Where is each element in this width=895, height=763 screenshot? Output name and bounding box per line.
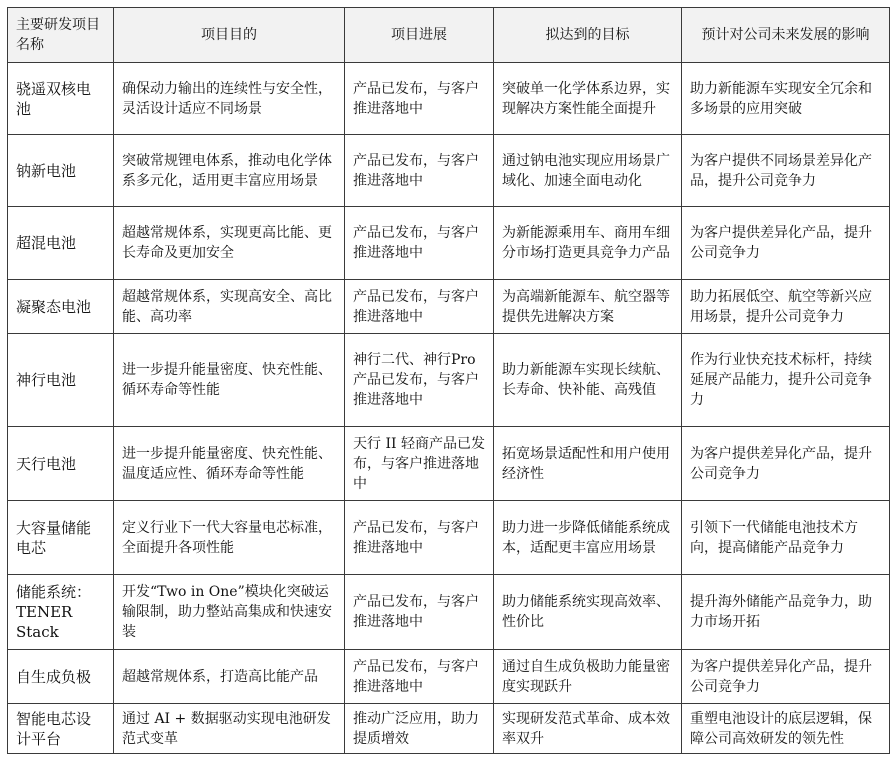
header-project-purpose: 项目目的 [114, 8, 345, 63]
table-header-row [8, 8, 890, 63]
cell-impact: 重塑电池设计的底层逻辑，保障公司高效研发的领先性 [682, 704, 890, 754]
cell-impact: 提升海外储能产品竞争力，助力市场开拓 [682, 575, 890, 650]
cell-purpose: 突破常规锂电体系，推动电化学体系多元化，适用更丰富应用场景 [114, 135, 345, 207]
cell-progress: 推动广泛应用，助力提质增效 [345, 704, 494, 754]
cell-purpose: 超越常规体系，打造高比能产品 [114, 650, 345, 704]
header-target-goal: 拟达到的目标 [494, 8, 682, 63]
cell-purpose: 进一步提升能量密度、快充性能、循环寿命等性能 [114, 334, 345, 427]
table-row [8, 575, 890, 650]
table-row [8, 334, 890, 427]
cell-impact: 为客户提供不同场景差异化产品，提升公司竞争力 [682, 135, 890, 207]
cell-progress: 产品已发布，与客户推进落地中 [345, 501, 494, 575]
cell-goal: 通过自生成负极助力能量密度实现跃升 [494, 650, 682, 704]
cell-purpose: 定义行业下一代大容量电芯标准，全面提升各项性能 [114, 501, 345, 575]
table-row [8, 207, 890, 280]
cell-goal: 助力进一步降低储能系统成本，适配更丰富应用场景 [494, 501, 682, 575]
cell-project-name: 储能系统：TENER Stack [8, 575, 114, 650]
table-row [8, 427, 890, 501]
cell-progress: 产品已发布，与客户推进落地中 [345, 207, 494, 280]
cell-purpose: 超越常规体系，实现更高比能、更长寿命及更加安全 [114, 207, 345, 280]
cell-impact: 为客户提供差异化产品，提升公司竞争力 [682, 207, 890, 280]
cell-goal: 实现研发范式革命、成本效率双升 [494, 704, 682, 754]
table-row [8, 650, 890, 704]
cell-project-name: 自生成负极 [8, 650, 114, 704]
table-row [8, 704, 890, 754]
table-row [8, 63, 890, 135]
cell-goal: 助力储能系统实现高效率、性价比 [494, 575, 682, 650]
header-future-impact: 预计对公司未来发展的影响 [682, 8, 890, 63]
cell-goal: 为新能源乘用车、商用车细分市场打造更具竞争力产品 [494, 207, 682, 280]
cell-progress: 天行 II 轻商产品已发布，与客户推进落地中 [345, 427, 494, 501]
cell-goal: 拓宽场景适配性和用户使用经济性 [494, 427, 682, 501]
cell-impact: 作为行业快充技术标杆，持续延展产品能力，提升公司竞争力 [682, 334, 890, 427]
cell-project-name: 大容量储能电芯 [8, 501, 114, 575]
cell-impact: 引领下一代储能电池技术方向，提高储能产品竞争力 [682, 501, 890, 575]
header-project-progress: 项目进展 [345, 8, 494, 63]
rd-projects-table [7, 7, 890, 754]
cell-progress: 产品已发布，与客户推进落地中 [345, 135, 494, 207]
cell-purpose: 进一步提升能量密度、快充性能、温度适应性、循环寿命等性能 [114, 427, 345, 501]
cell-impact: 为客户提供差异化产品，提升公司竞争力 [682, 650, 890, 704]
cell-purpose: 通过 AI + 数据驱动实现电池研发范式变革 [114, 704, 345, 754]
cell-impact: 助力新能源车实现安全冗余和多场景的应用突破 [682, 63, 890, 135]
cell-impact: 助力拓展低空、航空等新兴应用场景，提升公司竞争力 [682, 280, 890, 334]
table-row [8, 501, 890, 575]
cell-project-name: 凝聚态电池 [8, 280, 114, 334]
cell-project-name: 天行电池 [8, 427, 114, 501]
cell-project-name: 骁遥双核电池 [8, 63, 114, 135]
cell-progress: 产品已发布，与客户推进落地中 [345, 650, 494, 704]
cell-impact: 为客户提供差异化产品，提升公司竞争力 [682, 427, 890, 501]
cell-purpose: 超越常规体系，实现高安全、高比能、高功率 [114, 280, 345, 334]
cell-project-name: 钠新电池 [8, 135, 114, 207]
cell-goal: 突破单一化学体系边界，实现解决方案性能全面提升 [494, 63, 682, 135]
cell-goal: 通过钠电池实现应用场景广域化、加速全面电动化 [494, 135, 682, 207]
cell-project-name: 超混电池 [8, 207, 114, 280]
cell-goal: 为高端新能源车、航空器等提供先进解决方案 [494, 280, 682, 334]
cell-progress: 产品已发布，与客户推进落地中 [345, 575, 494, 650]
cell-project-name: 神行电池 [8, 334, 114, 427]
cell-progress: 产品已发布，与客户推进落地中 [345, 63, 494, 135]
table-row [8, 280, 890, 334]
header-project-name: 主要研发项目名称 [8, 8, 114, 63]
table-row [8, 135, 890, 207]
cell-progress: 产品已发布，与客户推进落地中 [345, 280, 494, 334]
cell-purpose: 确保动力输出的连续性与安全性，灵活设计适应不同场景 [114, 63, 345, 135]
cell-goal: 助力新能源车实现长续航、长寿命、快补能、高残值 [494, 334, 682, 427]
cell-project-name: 智能电芯设计平台 [8, 704, 114, 754]
cell-progress: 神行二代、神行Pro产品已发布，与客户推进落地中 [345, 334, 494, 427]
cell-purpose: 开发“Two in One”模块化突破运输限制，助力整站高集成和快速安装 [114, 575, 345, 650]
